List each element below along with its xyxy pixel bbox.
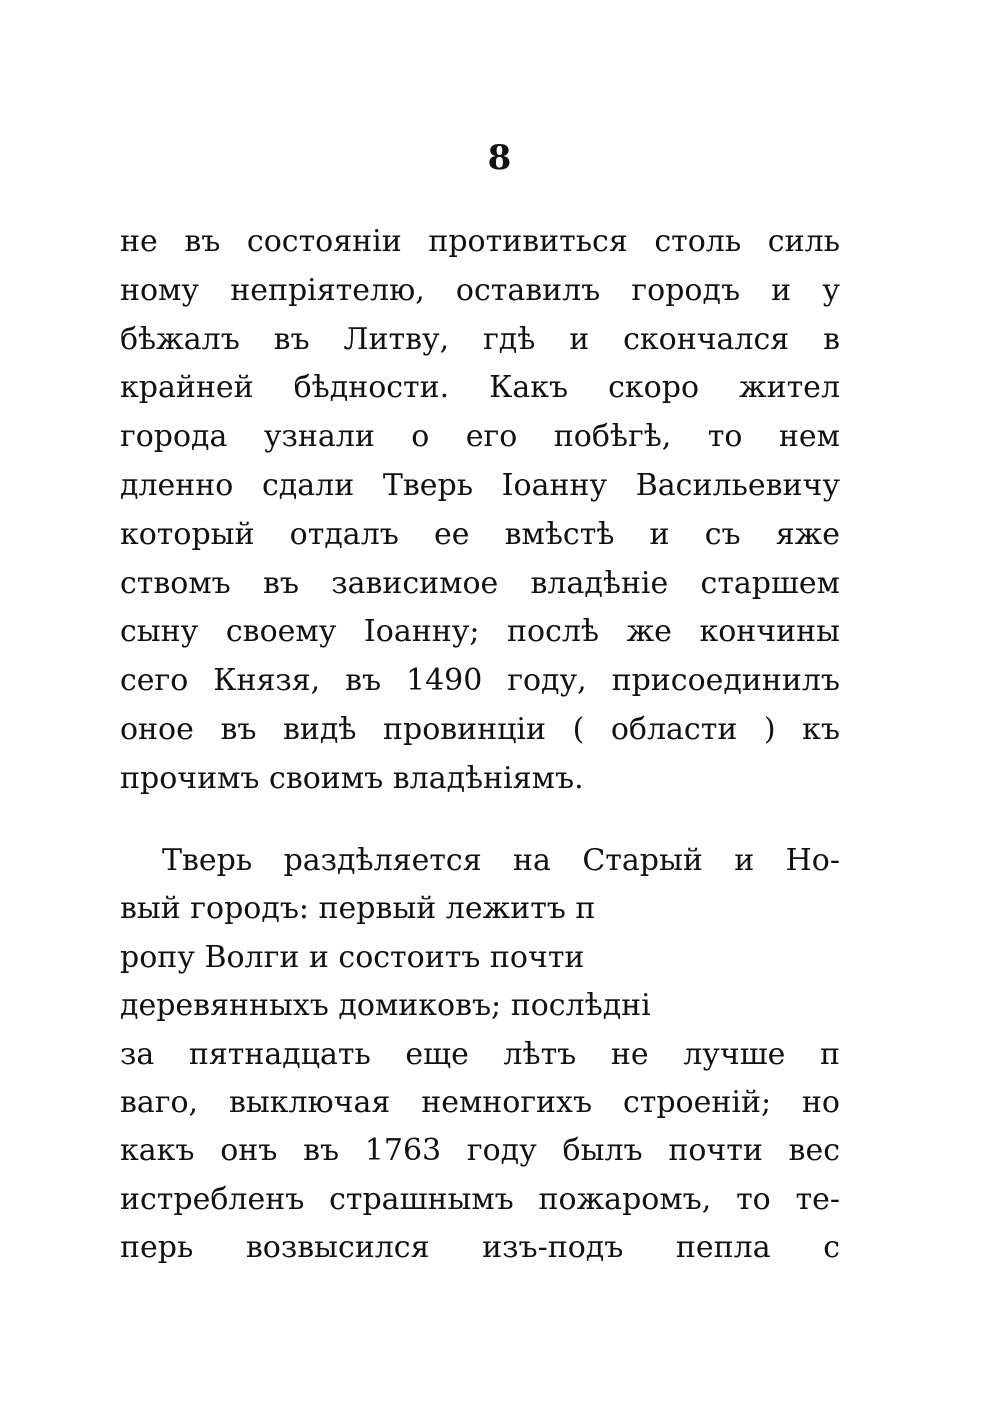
text-line: сыну своему Іоанну; послѣ же кончины — [120, 614, 840, 650]
text-line: бѣжалъ въ Литву, гдѣ и скончался в — [120, 321, 840, 357]
page-number: 8 — [487, 138, 513, 178]
text-line: крайней бѣдности. Какъ скоро жител — [120, 370, 840, 406]
paragraph-2 — [120, 837, 840, 1273]
text-line: сего Князя, въ 1490 году, присоединилъ — [120, 663, 840, 699]
text-line: перь возвысился изъ-подъ пепла с — [120, 1230, 840, 1266]
text-line: который отдалъ ее вмѣстѣ и съ яже — [120, 516, 840, 552]
text-line: ному непріятелю, оставилъ городъ и у — [120, 272, 840, 308]
text-line: города узнали о его побѣгѣ, то нем — [120, 419, 840, 455]
text-line: дленно сдали Тверь Іоанну Васильевичу — [120, 467, 840, 503]
text-line: ствомъ въ зависимое владѣніе старшем — [120, 565, 840, 601]
text-line: истребленъ страшнымъ пожаромъ, то те- — [120, 1181, 840, 1217]
text-line: вый городъ: первый лежитъ п — [120, 891, 596, 927]
text-line: оное въ видѣ провинціи ( области ) къ — [120, 711, 840, 747]
text-line: ропу Волги и состоитъ почти — [120, 939, 585, 975]
text-line: не въ состояніи противиться столь силь — [120, 224, 840, 259]
text-line: какъ онъ въ 1763 году былъ почти вес — [120, 1133, 840, 1169]
paragraph-1 — [120, 218, 840, 804]
text-line: Тверь раздѣляется на Старый и Но- — [162, 843, 840, 878]
text-line: прочимъ своимъ владѣніямъ. — [120, 760, 584, 796]
text-line: ваго, выключая немногихъ строеній; но — [120, 1084, 840, 1120]
text-line: деревянныхъ домиковъ; послѣдні — [120, 988, 651, 1024]
text-line: за пятнадцать еще лѣтъ не лучше п — [120, 1036, 840, 1072]
